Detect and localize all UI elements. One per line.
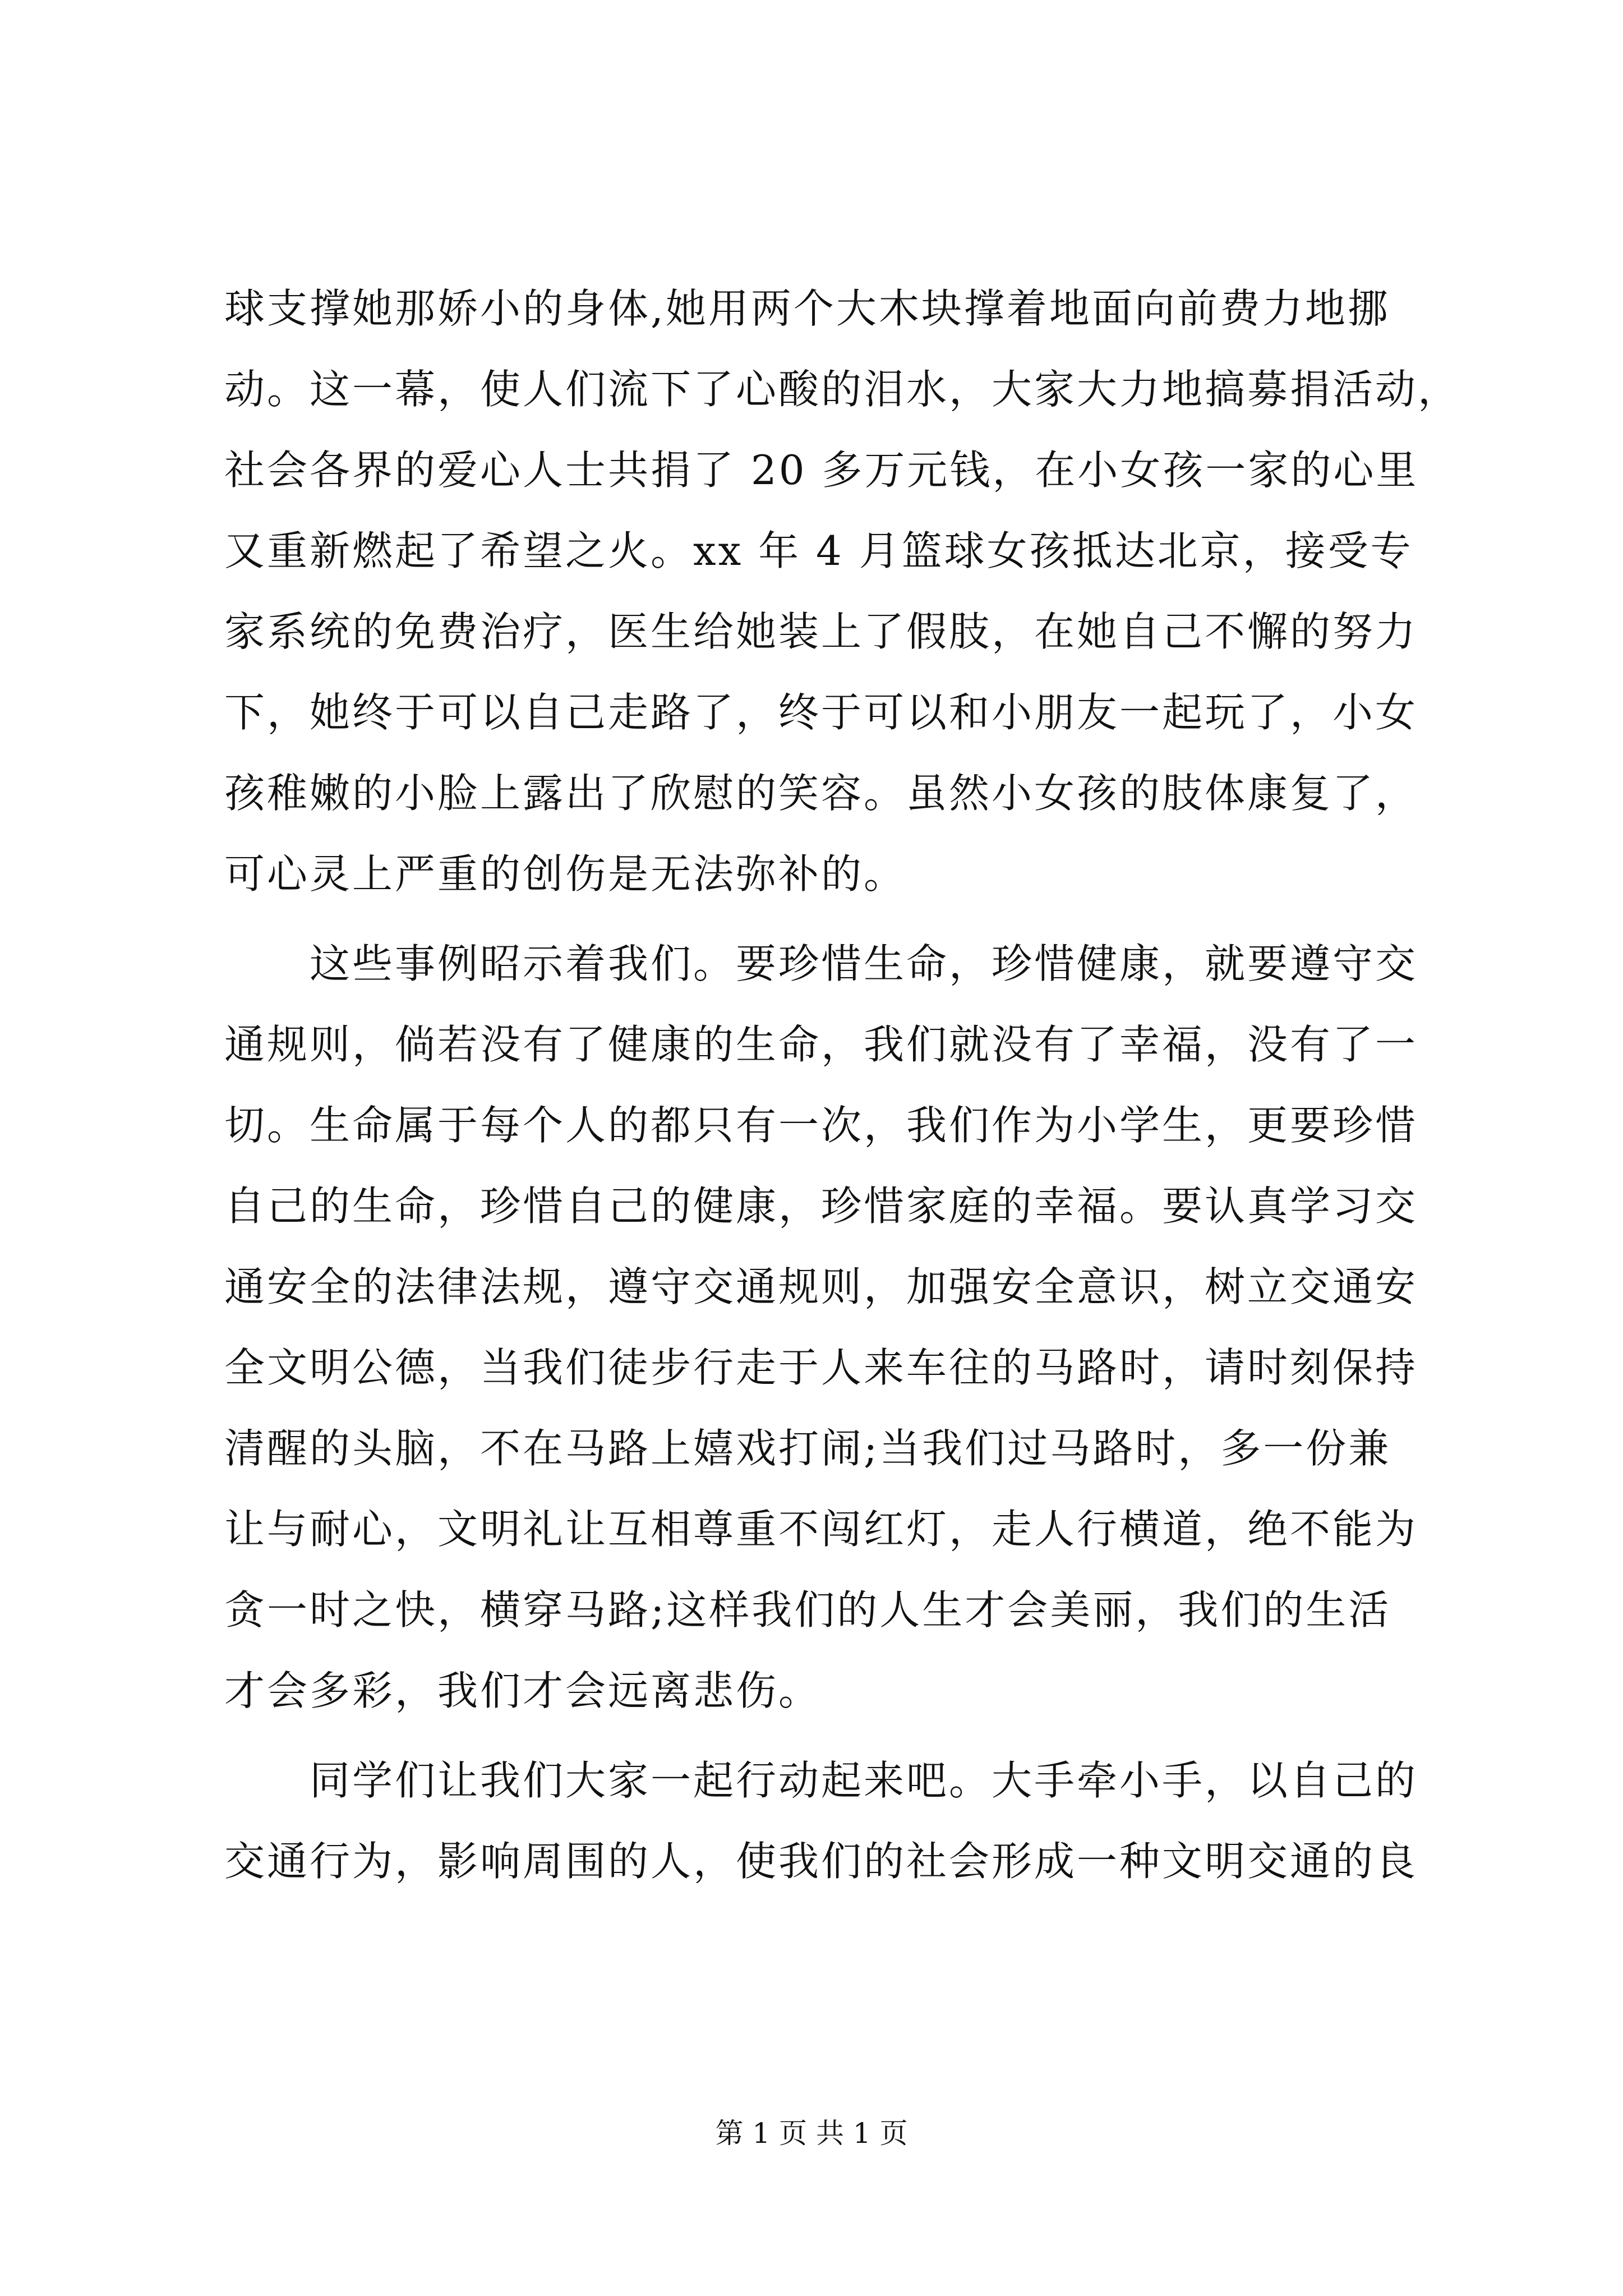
text-line: 才会多彩，我们才会远离悲伤。 <box>224 1667 822 1714</box>
text-line: 同学们让我们大家一起行动起来吧。大手牵小手，以自己的 <box>224 1757 1418 1804</box>
text-line: 下，她终于可以自己走路了，终于可以和小朋友一起玩了，小女 <box>224 689 1418 736</box>
text-line: 通安全的法律法规，遵守交通规则，加强安全意识，树立交通安 <box>224 1263 1418 1310</box>
text-line: 清醒的头脑，不在马路上嬉戏打闹;当我们过马路时，多一份兼 <box>224 1425 1391 1472</box>
paragraph-gap <box>224 1731 1413 1740</box>
text-line: 球支撑她那娇小的身体,她用两个大木块撑着地面向前费力地挪 <box>224 285 1390 332</box>
text-line: 切。生命属于每个人的都只有一次，我们作为小学生，更要珍惜 <box>224 1102 1418 1149</box>
text-line: 这些事例昭示着我们。要珍惜生命，珍惜健康，就要遵守交 <box>224 940 1418 987</box>
text-line: 又重新燃起了希望之火。xx 年 4 月篮球女孩抵达北京，接受专 <box>224 527 1413 574</box>
paragraph-gap <box>224 914 1413 923</box>
text-line: 可心灵上严重的创伤是无法弥补的。 <box>224 850 907 898</box>
text-line: 自己的生命，珍惜自己的健康，珍惜家庭的幸福。要认真学习交 <box>224 1182 1418 1230</box>
text-line: 动。这一幕，使人们流下了心酸的泪水，大家大力地搞募捐活动， <box>224 366 1461 413</box>
text-line: 社会各界的爱心人士共捐了 20 多万元钱，在小女孩一家的心里 <box>224 447 1419 494</box>
page-footer: 第 1 页 共 1 页 <box>715 2117 908 2150</box>
text-line: 贪一时之快，横穿马路;这样我们的人生才会美丽，我们的生活 <box>224 1586 1391 1634</box>
paragraph-3 <box>224 1740 1418 1902</box>
paragraph-2 <box>224 923 1418 1731</box>
paragraph-1 <box>224 268 1461 914</box>
text-line: 全文明公德，当我们徒步行走于人来车往的马路时，请时刻保持 <box>224 1344 1418 1391</box>
text-line: 孩稚嫩的小脸上露出了欣慰的笑容。虽然小女孩的肢体康复了， <box>224 770 1418 817</box>
text-line: 家系统的免费治疗，医生给她装上了假肢，在她自己不懈的努力 <box>224 608 1418 655</box>
text-line: 通规则，倘若没有了健康的生命，我们就没有了幸福，没有了一 <box>224 1021 1418 1068</box>
body-text <box>224 268 1461 1902</box>
text-line: 让与耐心，文明礼让互相尊重不闯红灯，走人行横道，绝不能为 <box>224 1506 1418 1553</box>
text-line: 交通行为，影响周围的人，使我们的社会形成一种文明交通的良 <box>224 1838 1418 1885</box>
